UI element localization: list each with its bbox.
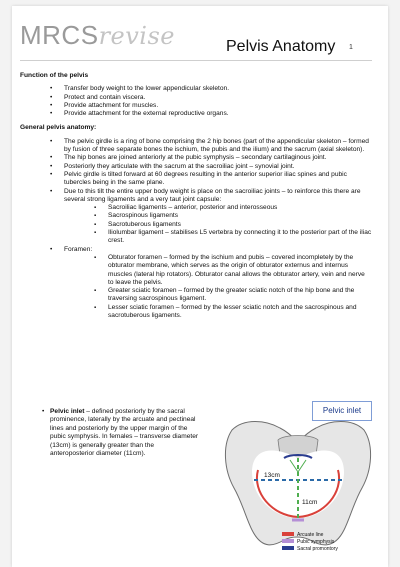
brand-logo [20,20,175,51]
list-item: ▪ Lesser sciatic foramen – formed by the lesser sciatic notch and the sacrospinous and sacrotuberous ligaments. [20,304,372,321]
ligament-list [20,204,372,245]
list-item: • The hip bones are joined anteriorly at the pubic symphysis – secondary cartilaginous joint. [20,154,372,162]
legend-label-symphysis: Pubic symphysis [297,539,335,545]
ap-label: 11cm [302,499,318,506]
list-item: • Due to this tilt the entire upper body weight is place on the sacroiliac joints – to reinforce this there are several strong ligaments and a very taut joint capsule: [20,188,372,205]
pelvis-diagram [212,400,382,560]
page-header [20,20,380,60]
list-item: ▪ Sacrotuberous ligaments [20,221,372,229]
legend-swatch-symphysis [282,539,294,543]
list-item-foramen: • Foramen: [20,246,372,254]
list-item: • The pelvic girdle is a ring of bone comprising the 2 hip bones (part of the appendicular skeleton – formed by fusion of three separate bones the ischium, the pubis and the ilium) and the sacrum (axial skeleton). [20,138,372,155]
pelvic-inlet-callout: Pelvic inlet [312,401,372,421]
foramen-sublist [20,254,372,320]
transverse-label: 13cm [264,472,280,479]
pelvic-inlet-figure [212,400,382,560]
foramen-list [20,246,372,254]
legend-label-promontory: Sacral promontory [297,546,338,552]
header-divider [20,60,372,61]
list-item: ▪ Greater sciatic foramen – formed by the greater sciatic notch of the hip bone and the traversing sacrospinous ligament. [20,287,372,304]
list-item: ▪ Sacrospinous ligaments [20,212,372,220]
legend-label-arcuate: Arcuate line [297,532,324,538]
section-heading-function: Function of the pelvis [20,72,89,79]
pelvic-inlet-description: • Pelvic inlet – defined posteriorly by the sacral prominence, laterally by the arcuate and pectineal lines and posteriorly by the upper margin of the pubic symphysis. In females – transverse diameter (13cm) is generally greater than the anteroposterior diameter (11cm). [42,408,199,458]
legend-swatch-arcuate [282,532,294,536]
pelvic-inlet-term: Pelvic inlet [50,408,85,415]
list-item: • Protect and contain viscera. [20,94,372,102]
function-list [20,85,372,118]
list-item: • Posteriorly they articulate with the sacrum at the sacroiliac joint – synovial joint. [20,163,372,171]
list-item: • Transfer body weight to the lower appendicular skeleton. [20,85,372,93]
page-title: Pelvis Anatomy [226,38,336,55]
page-number: 1 [349,44,353,51]
list-item: • Provide attachment for the external reproductive organs. [20,110,372,118]
list-item: ▪ Iliolumbar ligament – stabilises L5 vertebra by connecting it to the posterior part of the iliac crest. [20,229,372,246]
list-item: ▪ Sacroiliac ligaments – anterior, posterior and interosseous [20,204,372,212]
logo-text-mrcs: MRCS [20,20,99,50]
list-item: • Provide attachment for muscles. [20,102,372,110]
document-page [12,6,388,567]
list-item: ▪ Obturator foramen – formed by the ischium and pubis – covered incompletely by the obturator membrane, which serves as the origin of obturator externus and internus muscles (lateral hip rotators). Obturator canal allows the obturator artery, vein and nerve to leave the pelvis. [20,254,372,287]
section-heading-general: General pelvis anatomy: [20,124,97,132]
general-list [20,138,372,204]
pelvic-inlet-text: – defined posteriorly by the sacral prominence, laterally by the arcuate and pectineal lines and posteriorly by the upper margin of the pubic symphysis. In females – transverse diameter (13cm) is generally greater than the anteroposterior diameter (11cm). [50,408,199,458]
main-content [20,72,372,320]
list-item: • Pelvic girdle is tilted forward at 60 degrees resulting in the anterior superior iliac spines and pubic tubercles being in the same plane. [20,171,372,188]
logo-text-revise: revise [98,22,175,50]
legend-swatch-promontory [282,546,294,550]
